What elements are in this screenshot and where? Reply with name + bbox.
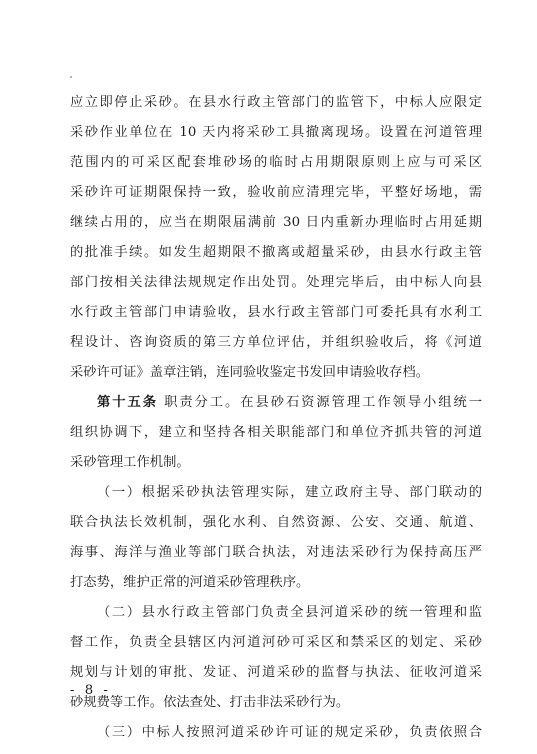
paragraph-project-acceptance	[70, 88, 482, 388]
article-15-paragraph	[70, 388, 482, 478]
article-15-heading-text: 职责分工。在县砂石资源管理工作领导小组统一	[157, 395, 482, 410]
scan-dot-mark	[70, 76, 72, 78]
text-line: 督工作，负责全县辖区内河道河砂可采区和禁采区的划定、采砂	[70, 635, 482, 650]
text-line: 程设计、咨询资质的第三方单位评估，并组织验收后，将《河道	[70, 335, 482, 350]
text-line: （三）中标人按照河道采砂许可证的规定采砂，负责依照合	[97, 725, 482, 740]
item-3-paragraph	[70, 718, 482, 748]
text-line: 采砂许可证期限保持一致，验收前应清理完毕，平整好场地，需	[70, 185, 482, 200]
text-line: 部门按相关法律法规规定作出处罚。处理完毕后，由中标人向县	[70, 275, 482, 290]
text-line: 采砂许可证》盖章注销，连同验收鉴定书发回申请验收存档。	[70, 365, 430, 380]
text-line: 范围内的可采区配套堆砂场的临时占用期限原则上应与可采区	[70, 155, 482, 170]
text-line: 采砂作业单位在 10 天内将采砂工具撤离现场。设置在河道管理	[70, 125, 482, 140]
text-line: （二）县水行政主管部门负责全县河道采砂的统一管理和监	[97, 605, 482, 620]
text-line: 采砂管理工作机制。	[70, 455, 190, 470]
article-15-label: 第十五条	[97, 395, 158, 410]
text-line: 应立即停止采砂。在县水行政主管部门的监管下，中标人应限定	[70, 95, 482, 110]
text-line: （一）根据采砂执法管理实际，建立政府主导、部门联动的	[97, 485, 482, 500]
text-line: 继续占用的，应当在期限届满前 30 日内重新办理临时占用延期	[70, 215, 482, 230]
text-line: 组织协调下，建立和坚持各相关职能部门和单位齐抓共管的河道	[70, 425, 482, 440]
document-body	[70, 88, 482, 748]
text-line: 联合执法长效机制，强化水利、自然资源、公安、交通、航道、	[70, 515, 482, 530]
text-line: 水行政主管部门申请验收，县水行政主管部门可委托具有水利工	[70, 305, 482, 320]
text-line: 打态势，维护正常的河道采砂管理秩序。	[70, 575, 310, 590]
item-2-paragraph	[70, 598, 482, 718]
page-number: - 8 -	[70, 683, 111, 698]
text-line: 砂规费等工作。依法查处、打击非法采砂行为。	[70, 695, 350, 710]
article-15-first-line	[70, 388, 482, 418]
text-line: 规划与计划的审批、发证、河道采砂的监督与执法、征收河道采	[70, 665, 482, 680]
text-line: 的批准手续。如发生超期限不撤离或超量采砂，由县水行政主管	[70, 245, 482, 260]
text-line: 海事、海洋与渔业等部门联合执法，对违法采砂行为保持高压严	[70, 545, 482, 560]
item-1-paragraph	[70, 478, 482, 598]
